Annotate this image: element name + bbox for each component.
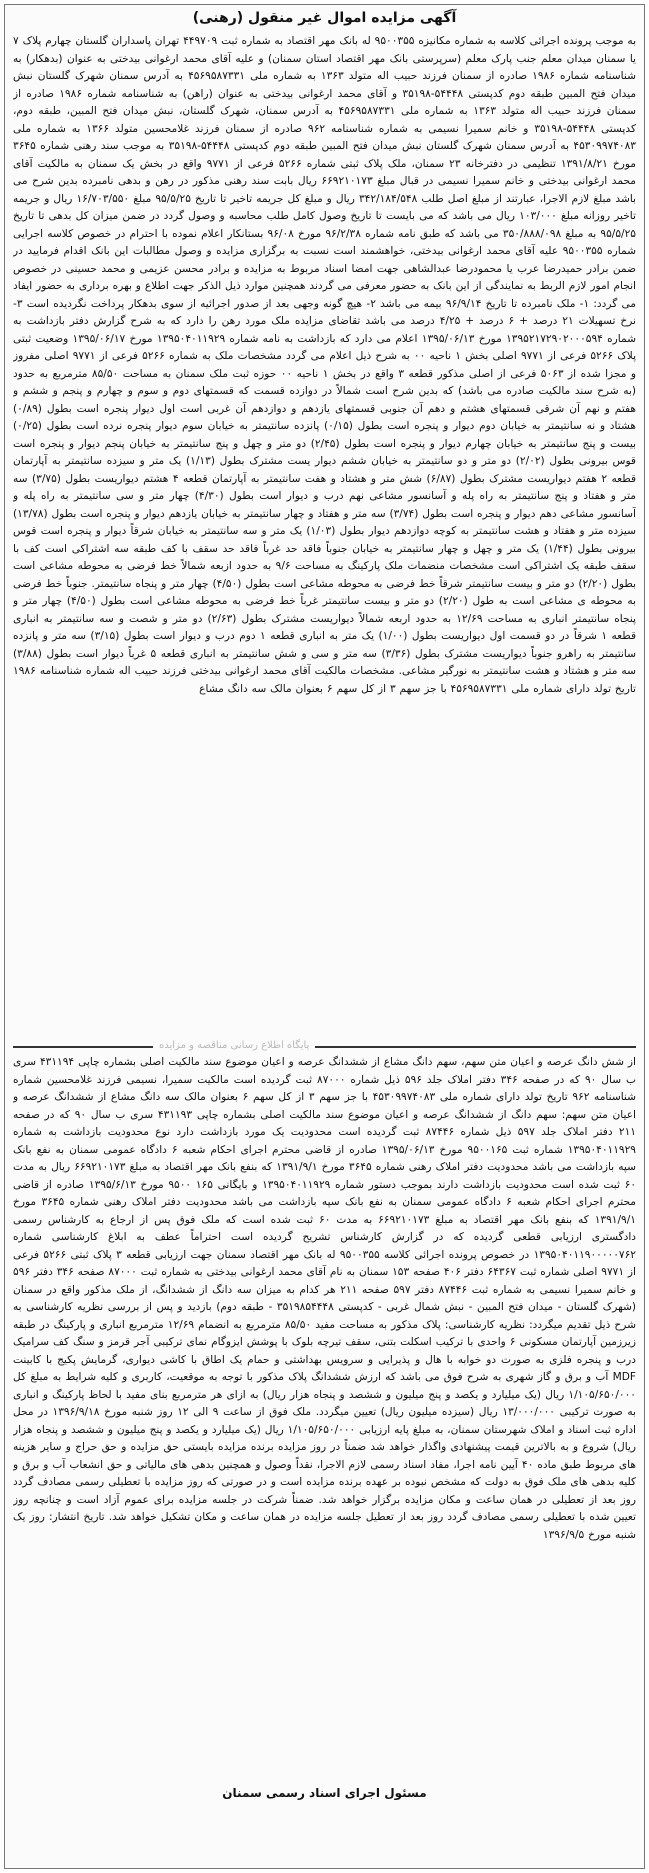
notice-body-part-1: به موجب پرونده اجرائی کلاسه به شماره مکانیزه ۹۵۰۰۳۵۵ له بانک مهر اقتصاد به شماره ثبت ۴۴۹۷۰۹ تهران پاسداران گلستان چهارم پلاک ۷ یا سمنان میدان معلم جنب پارک معلم (سرپرستی بانک مهر اقتصاد استان سمنان) و علیه آقای محمد ارغوانی بیدختی به عنوان (بدهکار) به شناسنامه شماره ۱۹۸۶ صادره از سمنان فرزند حبیب اله متولد ۱۳۶۳ به شماره ملی ۴۵۶۹۵۸۷۳۳۱ به آدرس سمنان شهرک گلستان نبش میدان فتح المبین طبقه دوم کدپستی ۵۴۴۴۸-۳۵۱۹۸ و آقای محمد ارغوانی بیدختی به عنوان (راهن) به شناسنامه شماره ۱۹۸۶ صادره از سمنان فرزند حبیب اله متولد ۱۳۶۳ به شماره ملی ۴۵۶۹۵۸۷۳۳۱ به آدرس سمنان، شهرک گلستان، نبش میدان فتح المبین، طبقه دوم، کدپستی ۵۴۴۴۸-۳۵۱۹۸ و خانم سمیرا نسیمی به شماره شناسنامه ۹۶۲ صادره از سمنان فرزند غلامحسین متولد ۱۳۶۶ به شماره ملی ۴۵۳۰۹۹۷۴۰۸۳ به آدرس سمنان شهرک گلستان نبش میدان فتح المبین طبقه دوم کدپستی ۵۴۴۴۸-۳۵۱۹۸ به موجب سند رهنی شماره ۳۶۴۵ مورخ ۱۳۹۱/۸/۲۱ تنظیمی در دفترخانه ۲۳ سمنان، ملک پلاک ثبتی شماره ۵۲۶۶ فرعی از ۹۷۷۱ واقع در بخش یک سمنان به مالکیت آقای محمد ارغوانی بیدختی و خانم سمیرا نسیمی در قبال مبلغ ۶۶۹۲۱۰۱۷۳ ریال بابت سند رهنی مذکور در رهن و بدهی نامبرده بدین شرح می باشد مبلغ لازم الاجرا، عبارتند از مبلغ اصل طلب ۳۴۲/۱۸۴/۵۴۸ ریال و مبلغ کل جریمه تاخیر تا تاریخ ۹۵/۵/۲۵ مبلغ ۱۶/۷۰۳/۵۵۰ ریال و جریمه تاخیر روزانه مبلغ ۱۰۳/۰۰۰ ریال می باشد که می بایست تا تاریخ وصول کامل طلب محاسبه و وصول گردد در ضمن میزان کل بدهی تا تاریخ ۹۵/۵/۲۵ به مبلغ ۳۵۰/۸۸۸/۰۹۸ می باشد که طبق نامه شماره ۹۶/۲/۳۸ مورخ ۹۶/۰۸ بستانکار اعلام نموده با احترام در خصوص کلاسه اجرایی شماره ۹۵۰۰۳۵۵ علیه آقای محمد ارغوانی بیدختی، خواهشمند است نسبت به برگزاری مزایده و وصول مطالبات این بانک اقدام فرمایید در ضمن برادر حمیدرضا عرب یا محمودرضا عبدالشاهی جهت امضا اسناد مربوط به مزایده و برادر محسن عزیمی و محمد حسینی در خصوص انجام امور لازم الربط به نمایندگی از این بانک به حضور معرفی می گردند همچنین موارد ذیل الذکر جهت اطلاع و بهره برداری به حضور ایفاد می گردد: ۱- ملک نامبرده تا تاریخ ۹۶/۹/۱۴ بیمه می باشد ۲- هیچ گونه وجهی بعد از صدور اجرائیه از سوی بدهکار پرداخت نگردیده است ۳- نرخ تسهیلات ۲۱ درصد + ۶ درصد + ۴/۲۵ درصد می باشد تقاضای مزایده ملک مورد رهن را دارد که به شرح گزارش دفتر بازداشت به شماره ۱۳۹۵۲۱۷۲۹۰۲۰۰۰۵۹۴ مورخ ۱۳۹۵/۰۶/۱۳ اعلام می دارد که بازداشت به نامه شماره ۱۳۹۵۰۴۰۱۱۹۲۹ مورخ ۱۳۹۵/۰۶/۱۷ وضعیت ثبتی پلاک ۵۲۶۶ فرعی از ۹۷۷۱ اصلی بخش ۱ ناحیه ۰۰ به شرح ذیل اعلام می گردد مشخصات ملک به شماره ۵۲۶۶ فرعی از ۹۷۷۱ اصلی مفروز و مجزا شده از ۵۰۶۳ فرعی از اصلی مذکور قطعه ۳ واقع در بخش ۱ ناحیه ۰۰ حوزه ثبت ملک سمنان به مساحت ۸۵/۵۰ مترمربع به حدود (به شرح سند مالکیت صادره می باشد) که بدین شرح است شمالاً در دوازده قسمت که قسمتهای دوم و سوم و چهارم و پنجم و ششم و هفتم و نهم آن شرقی قسمتهای هشتم و دهم آن جنوبی قسمتهای یازدهم و دوازدهم آن غربی است اول دیوار پنجره است بطول (۰/۸۹) هشتاد و نه سانتیمتر به خیابان دوم دیوار و پنجره است بطول (۰/۱۵) پانزده سانتیمتر به خیابان سوم دیوار پنجره نرده است بطول (۰/۲۵) بیست و پنج سانتیمتر به خیابان چهارم دیوار و پنجره است بطول (۲/۴۵) دو متر و چهل و پنج سانتیمتر به خیابان پنجم دیوار و پنجره است قوس بیرونی بطول (۲/۰۲) دو متر و دو سانتیمتر به خیابان ششم دیوار یست مشترک بطول (۱/۱۳) یک متر و سیزده سانتیمتر به آپارتمان قطعه ۲ هفتم دیواریست مشترک بطول (۶/۸۷) شش متر و هشتاد و هفت سانتیمتر به آپارتمان قطعه ۴ هشتم دیواریست بطول (۳/۷۵) سه متر و هفتاد و پنج سانتیمتر به راه پله و آسانسور مشاعی نهم درب و دیوار است بطول (۴/۳۰) چهار متر و سی سانتیمتر به راه پله و آسانسور مشاعی دهم دیوار و پنجره است بطول (۳/۷۴) سه متر و هفتاد و چهار سانتیمتر به خیابان یازدهم دیوار و پنجره است بطول (۱۳/۷۸) سیزده متر و هفتاد و هشت سانتیمتر به کوچه دوازدهم دیوار بطول (۱/۰۳) یک متر و سه سانتیمتر به خیابان شرقاً دیوار و پنجره است قوس بیرونی بطول (۱/۴۴) یک متر و چهل و چهار سانتیمتر به خیابان جنوباً فاقد حد غرباً فاقد حد سقف با کف طبقه سه اشتراکی است کف با سقف طبقه یک اشتراکی است مشخصات منضمات ملک پارکینگ به مساحت ۹/۶ به حدود ازبعه شمالاً خط فرضی به محوطه مشاعی است بطول (۲/۲۰) دو متر و بیست سانتیمتر شرقاً خط فرضی به محوطه مشاعی است بطول (۴/۵۰) چهار متر و پنجاه سانتیمتر. جنوباً خط فرضی به محوطه ی مشاعی است به طول (۲/۲۰) دو متر و بیست سانتیمتر غرباً خط فرضی به محوطه مشاعی است بطول (۴/۵۰) چهار متر و پنجاه سانتیمتر انباری به مساحت ۱۲/۶۹ به حدود اربعه شمالاً دیواریست مشترک بطول (۲/۶۳) دو متر و شصت و سه سانتیمتر به انباری قطعه ۱ شرقاً در دو قسمت اول دیواریست بطول (۱/۰۰) یک متر به انباری قطعه ۱ دوم درب و دیوار است بطول (۳/۱۵) سه متر و پانزده سانتیمتر به راهرو جنوباً دیواریست مشترک بطول (۳/۳۶) سه متر و سی و شش سانتیمتر به انباری قطعه ۵ غرباً دیوار است بطول (۳/۸۸) سه متر و هشتاد و هشت سانتیمتر به نورگیر مشاعی. مشخصات مالکیت آقای محمد ارغوانی بیدختی فرزند حبیب اله شماره شناسنامه ۱۹۸۶ تاریخ تولد دارای شماره ملی ۴۵۶۹۵۸۷۳۳۱ با جز سهم ۳ از کل سهم ۶ بعنوان مالک سه دانگ مشاع	[13, 35, 636, 695]
auction-notice	[4, 4, 645, 1869]
notice-title: آگهی مزایده اموال غیر منقول (رهنی)	[192, 10, 457, 26]
section-divider	[13, 1040, 636, 1051]
signature-line: مسئول اجرای اسناد رسمی سمنان	[222, 1786, 427, 1800]
notice-body-part-2: از شش دانگ عرصه و اعیان متن سهم، سهم دانگ مشاع از ششدانگ عرصه و اعیان موضوع سند مالکیت اصلی بشماره چاپی ۴۳۱۱۹۴ سری ب سال ۹۰ که در صفحه ۳۴۶ دفتر املاک جلد ۵۹۶ ذیل شماره ۸۷۰۰۰ ثبت گردیده است مالکیت سمیرا، نسیمی فرزند غلامحسین شماره شناسنامه ۹۶۲ تاریخ تولد دارای شماره ملی ۴۵۳۰۹۹۷۴۰۸۳ با جز سهم ۳ از کل سهم ۶ بعنوان مالک سه دانگ مشاع از ششدانگ عرصه و اعیان متن سهم: سهم دانگ از ششدانگ عرصه و اعیان موضوع سند مالکیت اصلی بشماره چاپی ۴۳۱۱۹۳ سری ب سال ۹۰ که در صفحه ۲۱۱ دفتر املاک جلد ۵۹۷ ذیل شماره ۸۷۴۴۶ ثبت گردیده است محدودیت یک مورد بازداشت دارد نوع محدودیت بازداشت به شماره ۱۳۹۵۰۴۰۱۱۹۲۹ شماره ثبت ۹۵۰۰۱۶۵ مورخ ۱۳۹۵/۰۶/۱۳ صادره از قاضی محترم اجرای احکام شعبه ۶ دادگاه عمومی سمنان به نفع بانک سپه بازداشت می باشد محدودیت دفتر املاک رهنی شماره ۳۶۴۵ مورخ ۱۳۹۱/۹/۱ که بنفع بانک مهر اقتصاد به مبلغ ۶۶۹۲۱۰۱۷۳ ریال به مدت ۶۰ ثبت شده است محدودیت بازداشت دارند بموجب دستور شماره ۱۳۹۵۰۴۰۱۱۹۲۹ و بایگانی ۱۶۵ ۹۵۰۰ مورخ ۱۳۹۵/۶/۱۳ صادره از قاضی محترم اجرای احکام شعبه ۶ دادگاه عمومی سمنان به نفع بانک سپه بازداشت می باشد محدودیت دفتر املاک رهنی شماره ۳۶۴۵ مورخ ۱۳۹۱/۹/۱ که بنفع بانک مهر اقتصاد به مبلغ ۶۶۹۲۱۰۱۷۳ به مدت ۶۰ ثبت شده است که ملک فوق پس از ارجاع به کارشناس رسمی دادگستری ارزیابی قطعی گردیده که در گزارش کارشناس تشریح گردیده است احتراماً عطف به ابلاغ کارشناسی شماره ۱۳۹۵۰۴۰۱۱۹۰۰۰۰۰۷۶۲ در خصوص پرونده اجرائی کلاسه ۹۵۰۰۳۵۵ له بانک مهر اقتصاد سمنان جهت ارزیابی قطعه ۳ پلاک ثبتی ۵۲۶۶ فرعی از ۹۷۷۱ اصلی شماره ثبت ۶۴۳۶۷ دفتر ۴۰۶ صفحه ۱۵۳ سمنان به نام آقای محمد ارغوانی بیدختی به شماره ثبت ۸۷۰۰۰ صفحه ۳۴۶ دفتر ۵۹۶ و خانم سمیرا نسیمی به شماره ثبت ۸۷۴۴۶ دفتر ۵۹۷ صفحه ۲۱۱ هر کدام به میزان سه دانگ از ششدانگ، از ملک مذکور واقع در سمنان (شهرک گلستان - میدان فتح المبین - نبش شمال غربی - کدپستی ۳۵۱۹۸۵۴۴۴۸ - طبقه دوم) بازدید و پس از بررسی نظریه کارشناسی به شرح ذیل تقدیم میگردد: نظریه کارشناسی: پلاک مذکور به مساحت مفید ۸۵/۵۰ مترمربع به انضمام ۱۲/۶۹ مترمربع انباری و پارکینگ در طبقه زیرزمین آپارتمان مسکونی ۶ واحدی با ترکیب اسکلت بتنی، سقف تیرچه بلوک با پوشش ایزوگام نمای ترکیبی آجر قرمز و سنگ کف سرامیک درب و پنجره فلزی به صورت دو خوابه با هال و پذیرایی و سرویس بهداشتی و حمام یک اطاق با کاشی دیواری، گرمایش پکیج با کابینت MDF آب و برق و گاز شهری به شرح فوق می باشد که ارزش ششدانگ پلاک مذکور با توجه به موقعیت، کاربری و کلیه شرایط به مبلغ کل ۱/۱۰۵/۶۵۰/۰۰۰ ریال (یک میلیارد و یکصد و پنج میلیون و ششصد و پنجاه هزار ریال) به ازای هر مترمربع بنای مفید با لحاظ پارکینگ و انباری به صورت ترکیبی ۱۳/۰۰۰/۰۰۰ ریال (سیزده میلیون ریال) تعیین میگردد. ملک فوق از ساعت ۹ الی ۱۲ روز شنبه مورخ ۱۳۹۶/۹/۱۸ در محل اداره ثبت اسناد و املاک شهرستان سمنان، به مبلغ پایه ارزیابی ۱/۱۰۵/۶۵۰/۰۰۰ ریال (یک میلیارد و یکصد و پنج میلیون و ششصد و پنجاه هزار ریال) شروع و به بالاترین قیمت پیشنهادی واگذار خواهد شد ضمناً در روز مزایده برنده مزایده بایستی حق مزایده و حق حراج و سایر هزینه های مربوط طبق ماده ۴۰ آیین نامه اجرا، مفاد اسناد رسمی لازم الاجرا، نقداً وصول و همچنین بدهی های مالیاتی و حق انشعاب آب و برق و کلیه بدهی های ملک فوق به دولت که مشخص نبوده بر عهده برنده مزایده است و در صورتی که روز مزایده با تعطیلی رسمی مصادف گردد روز بعد از تعطیلی در همان ساعت و مکان مزایده برگزار خواهد شد. ضمناً شرکت در جلسه مزایده برای عموم آزاد است و چنانچه روز تعیین شده با تعطیلی رسمی مصادف گردد روز بعد از تعطیل جلسه مزایده در همان ساعت و مکان تشکیل خواهد شد. تاریخ انتشار: روز یک شنبه مورخ ۱۳۹۶/۹/۵	[13, 1056, 636, 1541]
watermark-text: پایگاه اطلاع رسانی مناقصه و مزایده	[153, 1039, 315, 1053]
